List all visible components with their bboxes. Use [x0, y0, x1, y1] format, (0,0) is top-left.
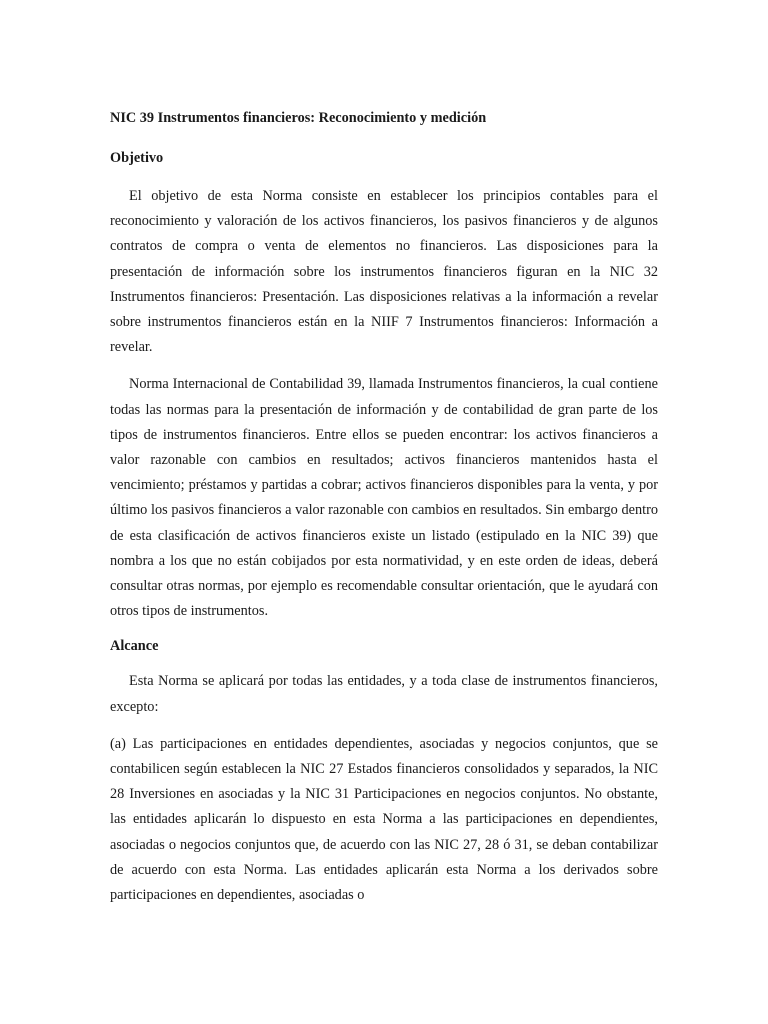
- paragraph-objetivo-2: Norma Internacional de Contabilidad 39, llamada Instrumentos financieros, la cual contiene todas las normas para la presentación de información y de contabilidad de gran parte de los tipos de instrumentos financieros. Entre ellos se pueden encontrar: los activos financieros a valor razonable con cambios en resultados; activos financieros mantenidos hasta el vencimiento; préstamos y partidas a cobrar; activos financieros disponibles para la venta, y por último los pasivos financieros a valor razonable con cambios en resultados. Sin embargo dentro de esta clasificación de activos financieros existe un listado (estipulado en la NIC 39) que nombra a los que no están cobijados por esta normatividad, y en este orden de ideas, deberá consultar otras normas, por ejemplo es recomendable consultar orientación, que le ayudará con otros tipos de instrumentos.: [110, 376, 658, 620]
- paragraph-alcance-1: Esta Norma se aplicará por todas las entidades, y a toda clase de instrumentos financieros, excepto:: [110, 673, 658, 715]
- paragraph-alcance-2: (a) Las participaciones en entidades dependientes, asociadas y negocios conjuntos, que se contabilicen según establecen la NIC 27 Estados financieros consolidados y separados, la NIC 28 Inversiones en asociadas y la NIC 31 Participaciones en negocios conjuntos. No obstante, las entidades aplicarán lo dispuesto en esta Norma a las participaciones en dependientes, asociadas o negocios conjuntos que, de acuerdo con las NIC 27, 28 ó 31, se deban contabilizar de acuerdo con esta Norma. Las entidades aplicarán esta Norma a los derivados sobre participaciones en dependientes, asociadas o: [110, 735, 658, 904]
- document-title: NIC 39 Instrumentos financieros: Reconocimiento y medición: [110, 110, 487, 126]
- section-heading-alcance: Alcance: [110, 638, 159, 655]
- section-heading-objetivo: Objetivo: [110, 150, 164, 166]
- paragraph-objetivo-1: El objetivo de esta Norma consiste en establecer los principios contables para el reconocimiento y valoración de los activos financieros, los pasivos financieros y de algunos contratos de compra o venta de elementos no financieros. Las disposiciones para la presentación de información sobre los instrumentos financieros figuran en la NIC 32 Instrumentos financieros: Presentación. Las disposiciones relativas a la información a revelar sobre instrumentos financieros están en la NIIF 7 Instrumentos financieros: Información a revelar.: [110, 188, 658, 356]
